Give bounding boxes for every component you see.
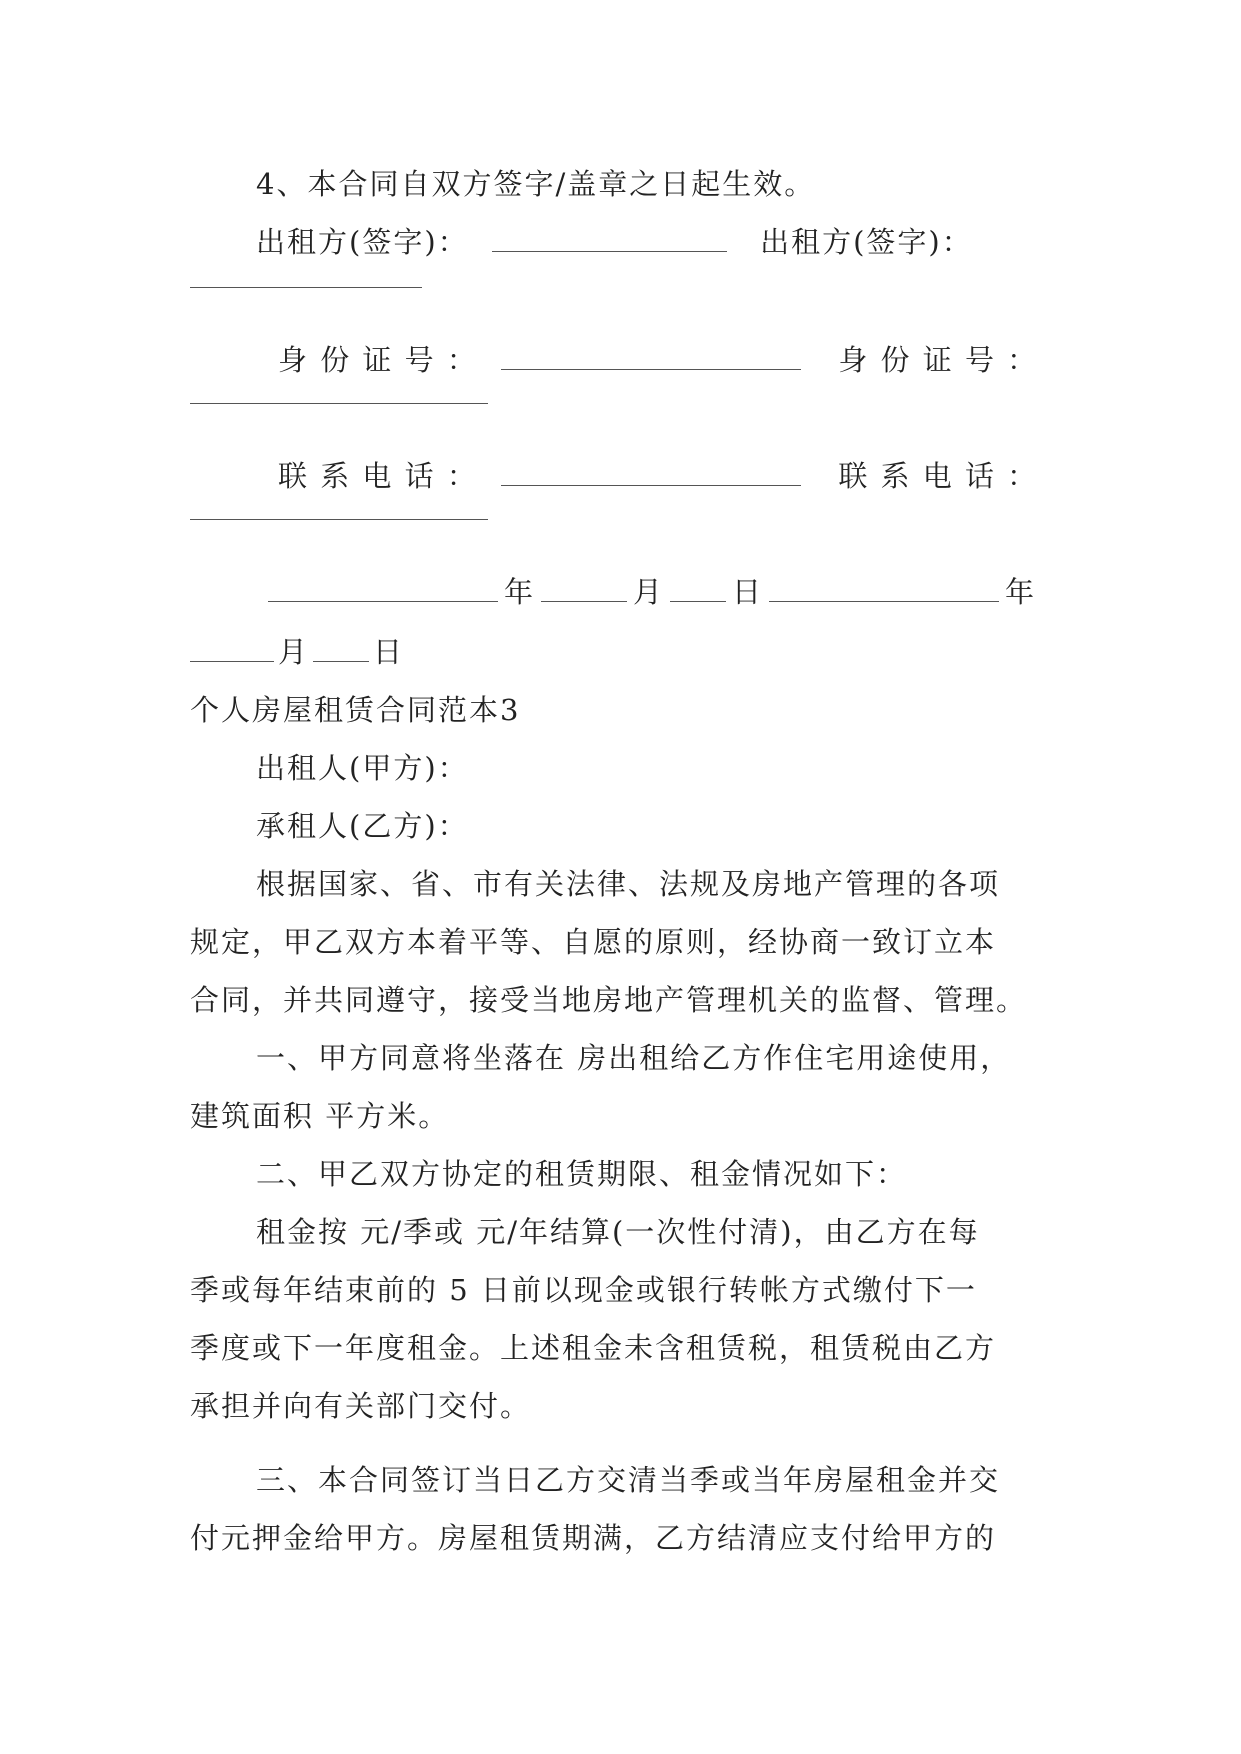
paragraph-line: 合同，并共同遵守，接受当地房地产管理机关的监督、管理。 <box>190 983 1028 1017</box>
month-label: 月 <box>633 575 665 609</box>
paragraph-line: 规定，甲乙双方本着平等、自愿的原则，经协商一致订立本 <box>190 925 997 959</box>
day-label: 日 <box>732 575 764 609</box>
paragraph-line: 付元押金给甲方。房屋租赁期满，乙方结清应支付给甲方的 <box>190 1521 997 1555</box>
paragraph-line: 一、甲方同意将坐落在 房出租给乙方作住宅用途使用， <box>256 1041 1012 1075</box>
phone-label: 联 系 电 话 ： <box>278 459 478 493</box>
month-label: 月 <box>278 635 310 669</box>
id-number-blank <box>190 379 488 404</box>
paragraph-line: 三、本合同签订当日乙方交清当季或当年房屋租金并交 <box>256 1463 1001 1497</box>
paragraph-line: 季或每年结束前的 5 日前以现金或银行转帐方式缴付下一 <box>190 1273 977 1307</box>
paragraph-line: 承担并向有关部门交付。 <box>190 1389 532 1423</box>
lessor-sign-label-2: 出租方(签字)： <box>760 225 973 259</box>
lessor-party: 出租人(甲方)： <box>256 751 469 785</box>
paragraph-line: 二、甲乙双方协定的租赁期限、租金情况如下： <box>256 1157 908 1191</box>
month-blank <box>541 577 627 602</box>
year-label: 年 <box>504 575 536 609</box>
lessor-signature-row <box>190 222 1060 262</box>
paragraph-line: 季度或下一年度租金。上述租金未含租赁税，租赁税由乙方 <box>190 1331 997 1365</box>
phone-blank <box>190 495 488 520</box>
year-label: 年 <box>1005 575 1037 609</box>
day-blank <box>313 637 369 662</box>
id-number-blank <box>501 345 801 370</box>
id-number-label-2: 身 份 证 号 ： <box>838 343 1039 377</box>
contract-title: 个人房屋租赁合同范本3 <box>190 693 521 727</box>
id-number-blank-row <box>190 374 1060 414</box>
phone-blank-row <box>190 490 1060 530</box>
phone-blank <box>501 461 801 486</box>
phone-label-2: 联 系 电 话 ： <box>838 459 1039 493</box>
year-blank <box>268 577 498 602</box>
date-row-2 <box>190 632 1060 672</box>
month-blank <box>190 637 274 662</box>
day-blank <box>670 577 726 602</box>
lessor-sign-label: 出租方(签字)： <box>256 225 469 259</box>
paragraph-line: 根据国家、省、市有关法律、法规及房地产管理的各项 <box>256 867 1001 901</box>
signature-blank <box>190 263 422 288</box>
effective-clause: 4、本合同自双方签字/盖章之日起生效。 <box>256 167 816 201</box>
signature-blank <box>492 227 727 252</box>
date-row <box>190 572 1060 612</box>
signature-blank-row <box>190 258 1060 298</box>
day-label: 日 <box>373 635 405 669</box>
year-blank <box>769 577 999 602</box>
id-number-label: 身 份 证 号 ： <box>278 343 478 377</box>
lessee-party: 承租人(乙方)： <box>256 809 469 843</box>
paragraph-line: 建筑面积 平方米。 <box>190 1099 450 1133</box>
paragraph-line: 租金按 元/季或 元/年结算(一次性付清)，由乙方在每 <box>256 1215 980 1249</box>
